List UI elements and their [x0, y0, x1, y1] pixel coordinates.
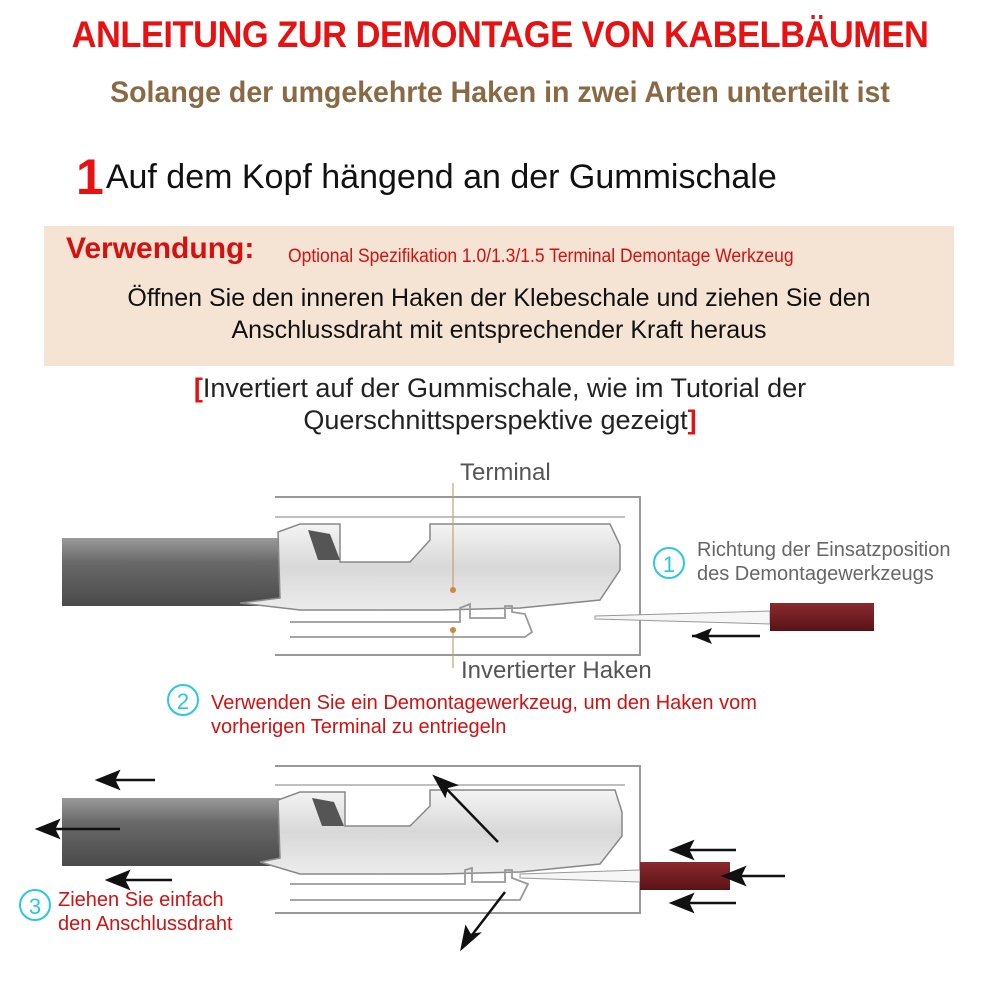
usage-box [44, 226, 954, 366]
step-2-label-line-2: vorherigen Terminal zu entriegeln [211, 716, 507, 738]
upper-wire [62, 538, 280, 606]
hook-pointer-dot [450, 627, 456, 633]
usage-spec: Optional Spezifikation 1.0/1.3/1.5 Terminal Demontage Werkzeug [288, 246, 794, 267]
page-title: ANLEITUNG ZUR DEMONTAGE VON KABELBÄUMEN [71, 14, 929, 55]
usage-label: Verwendung: [66, 232, 255, 265]
caption-open-bracket: [ [193, 373, 203, 403]
hook-label: Invertierter Haken [461, 657, 652, 684]
usage-description [44, 282, 954, 346]
step-2-marker: 2 [176, 689, 190, 714]
lower-tool-needle [520, 870, 640, 882]
step-1-marker: 1 [662, 552, 676, 577]
step-3-label-line-2: den Anschlussdraht [58, 913, 233, 935]
step-1-number: 1 [76, 149, 104, 205]
usage-description-line-2: Anschlussdraht mit entsprechender Kraft heraus [231, 316, 767, 344]
lower-wire [62, 798, 280, 866]
step-3-marker: 3 [28, 894, 42, 919]
cross-section-diagram [0, 440, 1000, 1000]
step-1-heading-row [76, 148, 777, 208]
upper-insert-arrow [692, 628, 760, 644]
step-1-heading: Auf dem Kopf hängend an der Gummischale [105, 157, 777, 196]
step-1-label-line-1: Richtung der Einsatzposition [697, 539, 951, 561]
caption-close-bracket: ] [687, 405, 697, 435]
caption [0, 372, 1000, 436]
terminal-label: Terminal [460, 459, 551, 486]
usage-description-line-1: Öffnen Sie den inneren Haken der Klebeschale und ziehen Sie den [127, 284, 871, 312]
step-3-label-line-1: Ziehen Sie einfach [58, 889, 224, 911]
caption-line-1: Invertiert auf der Gummischale, wie im Tutorial der [202, 373, 807, 403]
lower-tool-handle [640, 862, 730, 890]
upper-tool-needle [595, 611, 770, 624]
upper-terminal-body [240, 524, 620, 610]
step-2-label-line-1: Verwenden Sie ein Demontagewerkzeug, um den Haken vom [211, 692, 757, 714]
upper-tool-handle [770, 603, 874, 631]
page-subtitle: Solange der umgekehrte Haken in zwei Arten unterteilt ist [110, 76, 890, 109]
caption-line-2: Querschnittsperspektive gezeigt [303, 405, 688, 435]
step-1-label-line-2: des Demontagewerkzeugs [697, 563, 934, 585]
terminal-pointer-dot [450, 587, 456, 593]
